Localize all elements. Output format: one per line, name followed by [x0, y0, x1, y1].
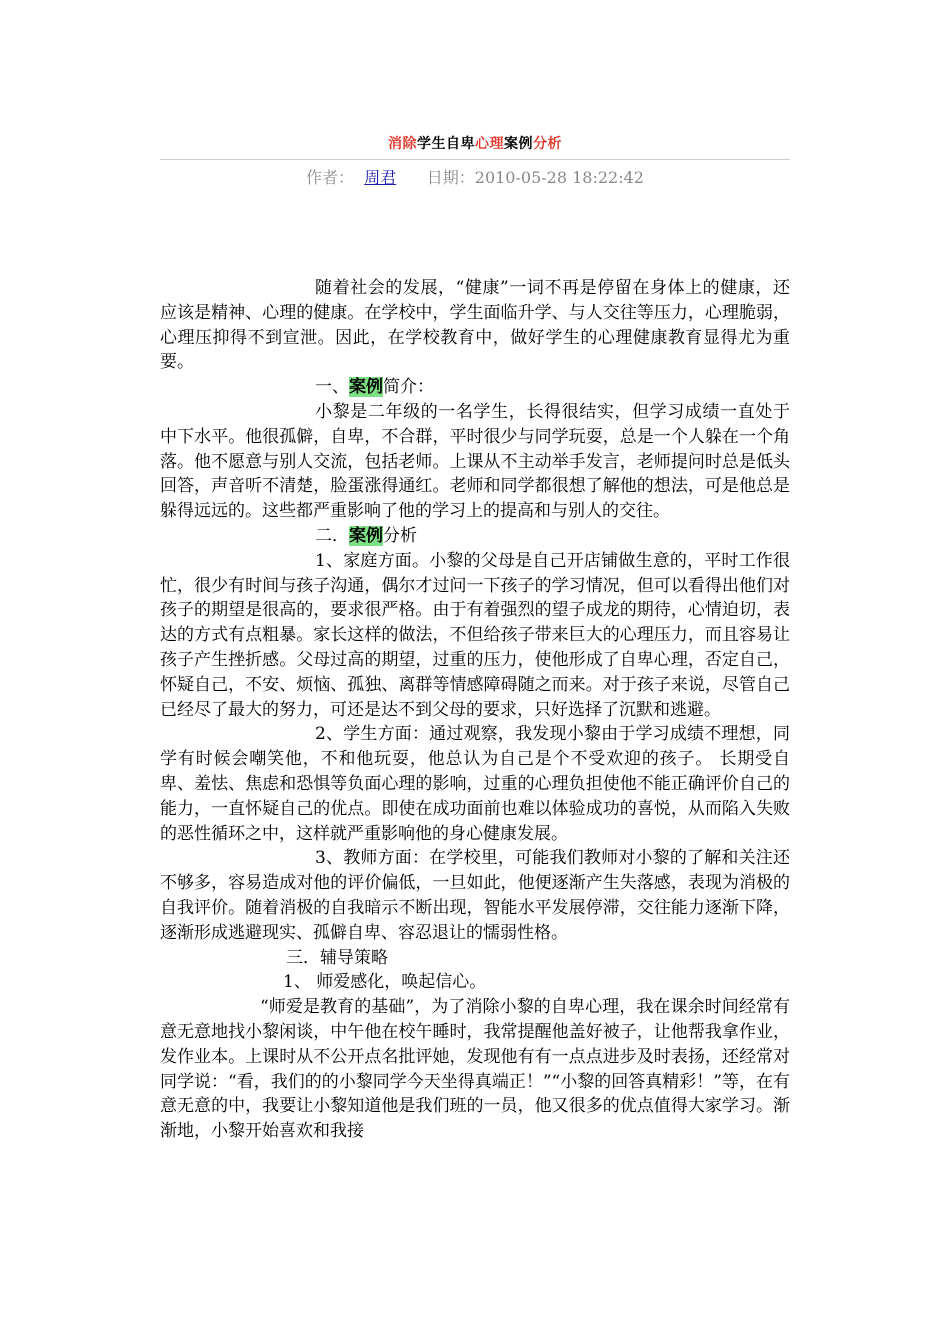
- date-label: 日期：: [426, 168, 475, 187]
- strategy-heading-1: 1、 师爱感化，唤起信心。: [283, 972, 487, 993]
- paragraph-strategy-1: “师爱是教育的基础”，为了消除小黎的自卑心理，我在课余时间经常有意无意地找小黎闲谈，中午他在校午睡时，我常提醒他盖好被子，让他帮我拿作业，发作业本。上课时从不公开点名批评她，发现他有有一点点进步及时表扬，还经常对同学说：“看，我们的的小黎同学今天坐得真端正！”“小黎的回答真精彩！”等，在有意无意的中，我要让小黎知道他是我们班的一员，他又很多的优点值得大家学习。渐渐地，小黎开始喜欢和我接: [160, 997, 790, 1142]
- section-heading-1: [160, 375, 790, 400]
- paragraph-family: 1、家庭方面。小黎的父母是自己开店铺做生意的，平时工作很忙，很少有时间与孩子沟通，偶尔才过问一下孩子的学习情况，但可以看得出他们对孩子的期望是很高的，要求很严格。由于有着强烈的望子成龙的期待，心情迫切，表达的方式有点粗暴。家长这样的做法，不但给孩子带来巨大的心理压力，而且容易让孩子产生挫折感。父母过高的期望，过重的压力，使他形成了自卑心理，否定自己，怀疑自己，不安、烦恼、孤独、离群等情感障碍随之而来。对于孩子来说，尽管自己已经尽了最大的努力，可还是达不到父母的要求，只好选择了沉默和逃避。: [160, 550, 790, 720]
- heading-prefix: 二．: [315, 525, 349, 546]
- title-part: 心理: [475, 136, 504, 152]
- section-heading-2: [160, 524, 790, 549]
- heading-suffix: 分析: [383, 525, 417, 546]
- article-meta: [160, 165, 790, 188]
- article-title: [160, 133, 790, 153]
- title-part: 案例: [504, 136, 533, 152]
- paragraph-teacher: 3、教师方面：在学校里，可能我们教师对小黎的了解和关注还不够多，容易造成对他的评价偏低，一旦如此，他便逐渐产生失落感，表现为消极的自我评价。随着消极的自我暗示不断出现，智能水平发展停滞，交往能力逐渐下降，逐渐形成逃避现实、孤僻自卑、容忍退让的懦弱性格。: [160, 848, 790, 943]
- title-part: 学生自卑: [417, 136, 475, 152]
- keyword-highlight: 案例: [349, 525, 383, 546]
- title-part: 分析: [533, 136, 562, 152]
- article-body: [160, 276, 790, 1144]
- paragraph-student: 2、学生方面：通过观察，我发现小黎由于学习成绩不理想，同学有时候会嘲笑他，不和他玩耍，他总认为自己是个不受欢迎的孩子。 长期受自卑、羞怯、焦虑和恐惧等负面心理的影响，过重的心理负担使他不能正确评价自己的能力，一直怀疑自己的优点。即使在成功面前也难以体验成功的喜悦，从而陷入失败的恶性循环之中，这样就严重影响他的身心健康发展。: [160, 724, 790, 844]
- paragraph-case-intro: 小黎是二年级的一名学生，长得很结实，但学习成绩一直处于中下水平。他很孤僻，自卑，不合群，平时很少与同学玩耍，总是一个人躲在一个角落。他不愿意与别人交流，包括老师。上课从不主动举手发言，老师提问时总是低头回答，声音听不清楚，脸蛋涨得通红。老师和同学都很想了解他的想法，可是他总是躲得远远的。这些都严重影响了他的学习上的提高和与别人的交往。: [160, 401, 790, 522]
- title-part: 消除: [388, 136, 417, 152]
- heading-prefix: 一、: [315, 377, 349, 398]
- section-heading-3: 三．辅导策略: [286, 947, 388, 968]
- heading-suffix: 简介：: [383, 377, 434, 398]
- date-value: 2010-05-28 18:22:42: [474, 168, 644, 187]
- keyword-highlight: 案例: [349, 377, 383, 398]
- author-link[interactable]: 周君: [364, 168, 397, 187]
- paragraph-intro: 随着社会的发展，“健康”一词不再是停留在身体上的健康，还应该是精神、心理的健康。在学校中，学生面临升学、与人交往等压力，心理脆弱，心理压抑得不到宣泄。因此，在学校教育中，做好学生的心理健康教育显得尤为重要。: [160, 278, 790, 373]
- author-label: 作者：: [306, 168, 355, 187]
- title-divider: [160, 159, 790, 160]
